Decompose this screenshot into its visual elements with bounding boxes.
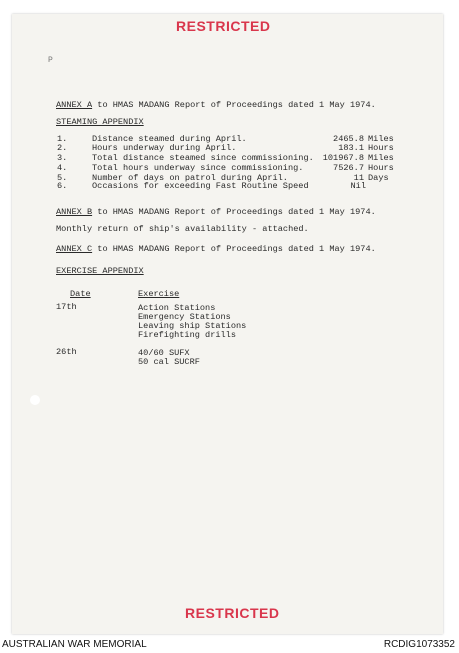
- steaming-item-description: Total distance steamed since commissioning.: [92, 153, 314, 163]
- exercise-item: Firefighting drills: [138, 330, 236, 340]
- steaming-item-value: 7526.7: [333, 163, 364, 173]
- steaming-item-unit: Miles: [368, 153, 394, 163]
- exercise-item: Action Stations: [138, 303, 216, 313]
- steaming-item-value: 11: [353, 173, 364, 183]
- annex-b-line: [56, 207, 376, 217]
- steaming-item-description: Distance steamed during April.: [92, 134, 247, 144]
- exercise-date: 26th: [56, 347, 77, 357]
- steaming-item-description: Number of days on patrol during April.: [92, 173, 288, 183]
- annex-a-label: ANNEX A: [56, 100, 93, 110]
- punch-hole: [30, 395, 40, 405]
- steaming-item-number: 5.: [57, 173, 68, 183]
- monthly-return-line: Monthly return of ship's availability - attached.: [56, 224, 309, 234]
- steaming-item-number: 2.: [57, 143, 68, 153]
- steaming-item-number: 3.: [57, 153, 68, 163]
- exercise-item: 50 cal SUCRF: [138, 357, 200, 367]
- steaming-item-description: Occasions for exceeding Fast Routine Speed: [92, 181, 309, 191]
- footer-source: AUSTRALIAN WAR MEMORIAL: [2, 639, 147, 650]
- steaming-item-description: Total hours underway since commissioning.: [92, 163, 304, 173]
- steaming-item-value: 183.1: [338, 143, 364, 153]
- exercise-appendix-heading: EXERCISE APPENDIX: [56, 266, 144, 276]
- steaming-item-unit: Hours: [368, 143, 394, 153]
- steaming-item-unit: Miles: [368, 134, 394, 144]
- annex-b-text: to HMAS MADANG Report of Proceedings dated 1 May 1974.: [97, 207, 376, 217]
- steaming-item-value: 2465.8: [333, 134, 364, 144]
- annex-a-text: to HMAS MADANG Report of Proceedings dated 1 May 1974.: [97, 100, 376, 110]
- annex-c-text: to HMAS MADANG Report of Proceedings dated 1 May 1974.: [97, 244, 376, 254]
- annex-c-line: [56, 244, 376, 254]
- exercise-item: 40/60 SUFX: [138, 348, 190, 358]
- footer-id: RCDIG1073352: [383, 639, 455, 650]
- steaming-item-unit: Hours: [368, 163, 394, 173]
- annex-c-label: ANNEX C: [56, 244, 93, 254]
- steaming-item-number: 4.: [57, 163, 68, 173]
- margin-mark: P: [48, 56, 53, 65]
- exercise-item: Leaving ship Stations: [138, 321, 247, 331]
- steaming-item-number: 6.: [57, 181, 68, 191]
- annex-a-line: [56, 100, 376, 110]
- steaming-item-unit: Days: [368, 173, 389, 183]
- annex-b-label: ANNEX B: [56, 207, 93, 217]
- steaming-appendix-heading: STEAMING APPENDIX: [56, 117, 144, 127]
- exercise-item: Emergency Stations: [138, 312, 231, 322]
- restricted-stamp-bottom: RESTRICTED: [185, 605, 280, 621]
- steaming-item-number: 1.: [57, 134, 68, 144]
- exercise-column-header: Exercise: [138, 289, 180, 299]
- exercise-date: 17th: [56, 302, 77, 312]
- steaming-item-description: Hours underway during April.: [92, 143, 237, 153]
- restricted-stamp-top: RESTRICTED: [176, 18, 271, 34]
- date-column-header: Date: [70, 289, 91, 299]
- steaming-item-value: Nil: [350, 181, 366, 191]
- steaming-item-value: 101967.8: [322, 153, 364, 163]
